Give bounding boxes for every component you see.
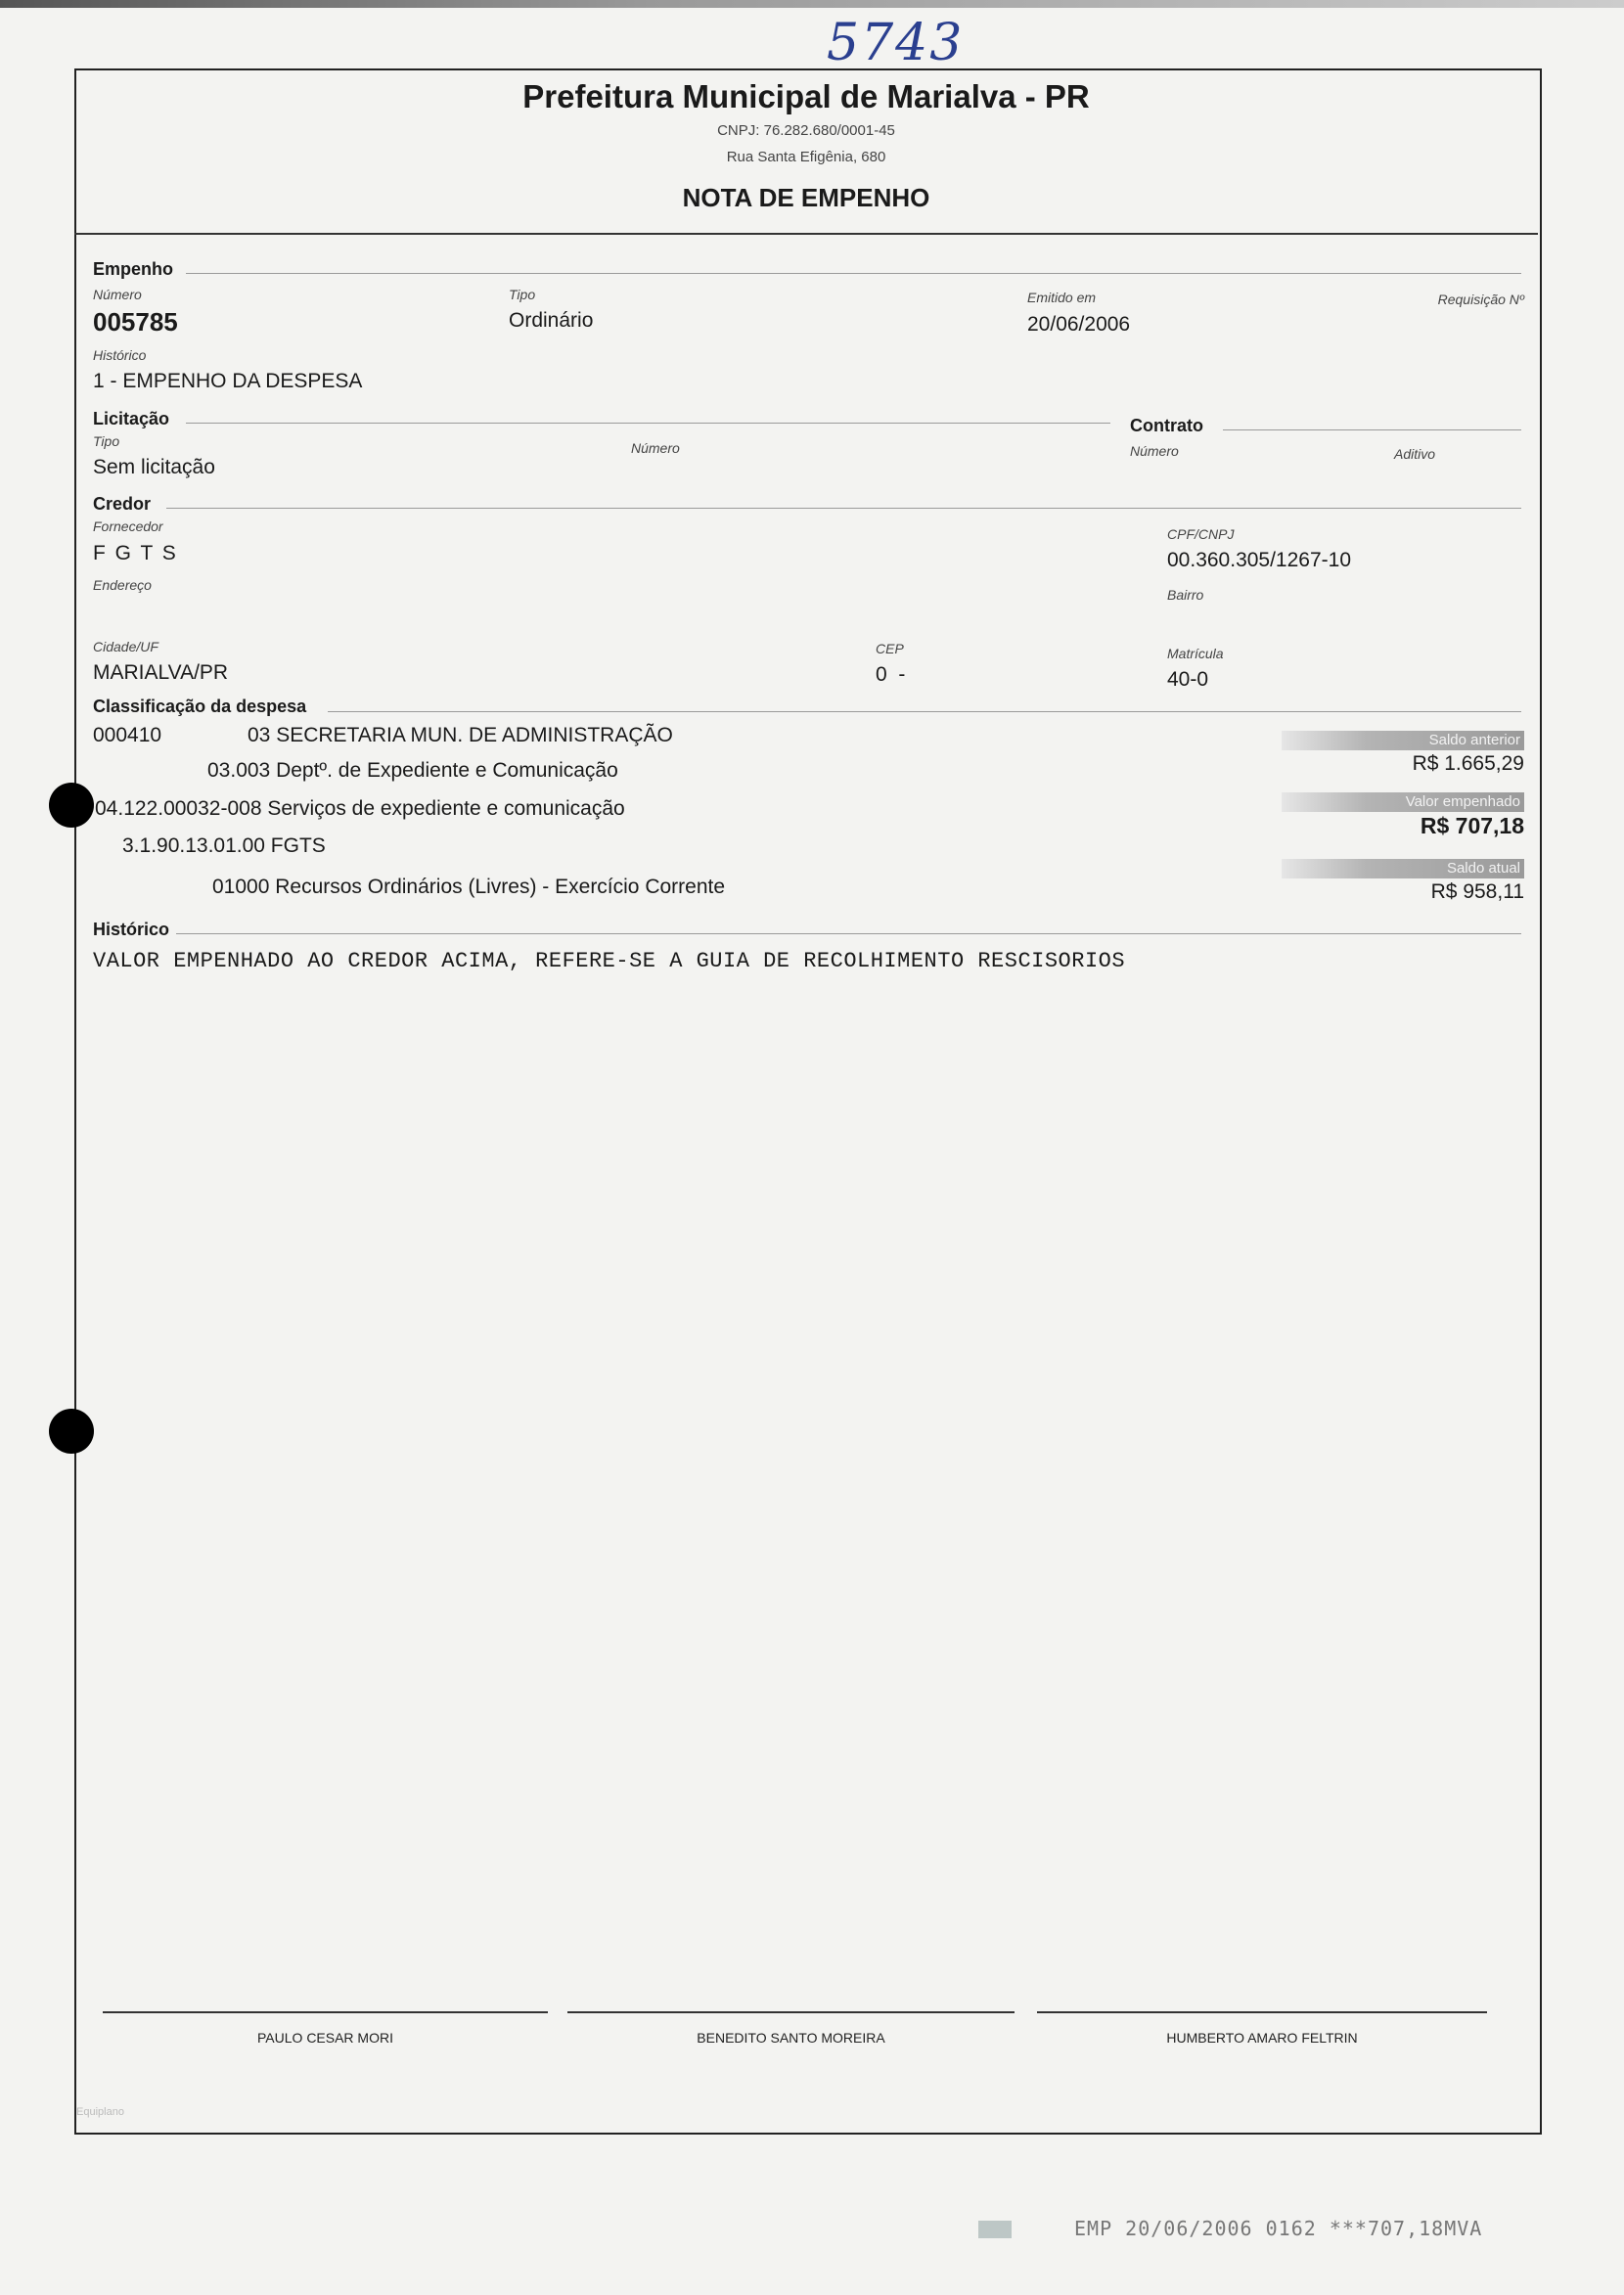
classificacao-orgao: 03 SECRETARIA MUN. DE ADMINISTRAÇÃO xyxy=(248,724,673,746)
signature-line-2 xyxy=(567,2011,1015,2013)
signature-line-1 xyxy=(103,2011,548,2013)
empenho-tipo-label: Tipo xyxy=(509,287,536,302)
credor-section-line xyxy=(166,508,1521,509)
empenho-section-title: Empenho xyxy=(93,259,174,279)
footer-software-mark: Equiplano xyxy=(76,2106,124,2118)
signatory-name-3: HUMBERTO AMARO FELTRIN xyxy=(1166,2030,1358,2046)
cidade-label: Cidade/UF xyxy=(93,639,158,654)
handwritten-number: 5743 xyxy=(827,14,965,72)
classificacao-unidade: 03.003 Deptº. de Expediente e Comunicação xyxy=(207,759,618,782)
document-title: NOTA DE EMPENHO xyxy=(682,183,930,212)
saldo-atual-label: Saldo atual xyxy=(1446,860,1520,877)
municipality-title: Prefeitura Municipal de Marialva - PR xyxy=(522,78,1090,114)
contrato-aditivo-label: Aditivo xyxy=(1394,446,1436,462)
contrato-section-title: Contrato xyxy=(1130,416,1203,435)
cep-label: CEP xyxy=(876,641,904,656)
matricula-label: Matrícula xyxy=(1167,646,1224,661)
historico-text: VALOR EMPENHADO AO CREDOR ACIMA, REFERE-SE A GUIA DE RECOLHIMENTO RESCISORIOS xyxy=(93,949,1126,973)
emitido-date: 20/06/2006 xyxy=(1027,313,1131,336)
classificacao-section-line xyxy=(328,711,1521,712)
valor-empenhado-label: Valor empenhado xyxy=(1405,793,1520,810)
saldo-anterior-value: R$ 1.665,29 xyxy=(1412,752,1524,775)
signatory-name-1: PAULO CESAR MORI xyxy=(257,2030,393,2046)
classificacao-recurso: 01000 Recursos Ordinários (Livres) - Exercício Corrente xyxy=(212,876,726,898)
classificacao-natureza: 3.1.90.13.01.00 FGTS xyxy=(122,834,326,857)
signature-line-3 xyxy=(1037,2011,1487,2013)
valor-empenhado-value: R$ 707,18 xyxy=(1420,813,1524,838)
empenho-tipo: Ordinário xyxy=(509,309,594,332)
matricula-value: 40-0 xyxy=(1167,668,1209,691)
licitacao-numero-label: Número xyxy=(631,440,680,456)
cep-value: 0 - xyxy=(876,663,906,686)
licitacao-tipo-label: Tipo xyxy=(93,433,120,449)
punch-hole-top xyxy=(49,783,94,828)
requisicao-label: Requisição Nº xyxy=(1437,292,1524,307)
empenho-number: 005785 xyxy=(93,307,178,337)
historico-section-title: Histórico xyxy=(93,920,170,939)
cpf-cnpj-value: 00.360.305/1267-10 xyxy=(1167,549,1352,571)
licitacao-section-line xyxy=(186,423,1110,424)
licitacao-section-title: Licitação xyxy=(93,409,170,428)
classificacao-funcional: 04.122.00032-008 Serviços de expediente e comunicação xyxy=(95,797,625,820)
scan-edge-shadow xyxy=(0,0,1624,8)
saldo-anterior-label: Saldo anterior xyxy=(1428,732,1520,748)
cidade-value: MARIALVA/PR xyxy=(93,661,229,684)
address-line: Rua Santa Efigênia, 680 xyxy=(726,149,886,165)
punch-hole-bottom xyxy=(49,1409,94,1454)
empenho-section-line xyxy=(186,273,1521,274)
cnpj-line: CNPJ: 76.282.680/0001-45 xyxy=(717,122,895,139)
contrato-numero-label: Número xyxy=(1130,443,1179,459)
credor-section-title: Credor xyxy=(93,494,152,514)
classificacao-section-title: Classificação da despesa xyxy=(93,697,307,716)
classificacao-code: 000410 xyxy=(93,724,162,746)
empenho-numero-label: Número xyxy=(93,287,142,302)
endereco-label: Endereço xyxy=(93,577,152,593)
signatory-name-2: BENEDITO SANTO MOREIRA xyxy=(697,2030,885,2046)
bairro-label: Bairro xyxy=(1167,587,1204,603)
historico-section-line xyxy=(176,933,1521,934)
saldo-atual-value: R$ 958,11 xyxy=(1430,880,1524,903)
stamp-logo xyxy=(978,2221,1012,2238)
machine-stamp: EMP 20/06/2006 0162 ***707,18MVA xyxy=(1074,2217,1483,2240)
empenho-historico: 1 - EMPENHO DA DESPESA xyxy=(93,370,363,392)
empenho-historico-label: Histórico xyxy=(93,347,147,363)
fornecedor-name: F G T S xyxy=(93,542,178,564)
emitido-label: Emitido em xyxy=(1027,290,1097,305)
fornecedor-label: Fornecedor xyxy=(93,518,163,534)
contrato-section-line xyxy=(1223,429,1521,430)
header-divider xyxy=(74,233,1538,235)
cpf-cnpj-label: CPF/CNPJ xyxy=(1167,526,1235,542)
licitacao-tipo: Sem licitação xyxy=(93,456,215,478)
